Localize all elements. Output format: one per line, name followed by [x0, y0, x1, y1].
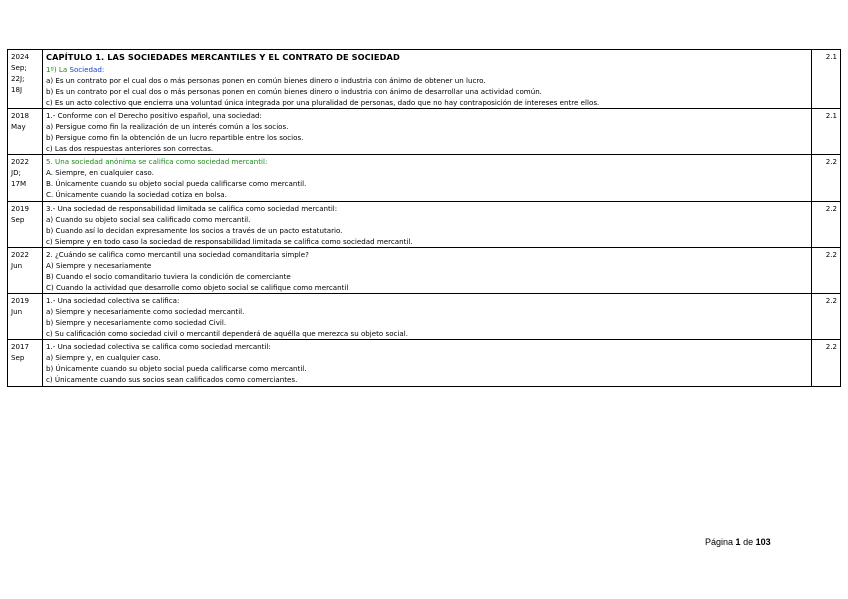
- exam-date-cell: [8, 109, 43, 155]
- page-number-footer: [705, 537, 771, 547]
- date-line: May: [11, 122, 26, 132]
- question-cell: [43, 247, 812, 293]
- exam-date-cell: [8, 201, 43, 247]
- exam-date-cell: [8, 155, 43, 201]
- question-cell: [43, 50, 812, 109]
- question-text: 1.- Conforme con el Derecho positivo español, una sociedad:: [46, 111, 262, 121]
- question-text: 1.- Una sociedad colectiva se califica como sociedad mercantil:: [46, 342, 271, 352]
- date-line: 17M: [11, 179, 27, 189]
- answer-option: B) Cuando el socio comanditario tuviera la condición de comerciante: [46, 271, 291, 281]
- exam-date-cell: [8, 294, 43, 340]
- answer-option: b) Cuando así lo decidan expresamente los socios a través de un pacto estatutario.: [46, 225, 343, 235]
- date-line: 2022: [11, 157, 30, 167]
- questions-table: [7, 49, 841, 387]
- question-text: 1.- Una sociedad colectiva se califica:: [46, 296, 180, 306]
- answer-option: b) Únicamente cuando su objeto social pueda calificarse como mercantil.: [46, 364, 307, 374]
- date-line: 18J: [11, 85, 23, 95]
- answer-option: c) Su calificación como sociedad civil o mercantil dependerá de aquélla que merezca su objeto social.: [46, 329, 408, 339]
- answer-option: a) Siempre y necesariamente como sociedad mercantil.: [46, 307, 245, 317]
- exam-date-cell: [8, 247, 43, 293]
- question-prefix: 1º) La: [46, 64, 70, 74]
- table-row: [8, 294, 841, 340]
- question-cell: [43, 201, 812, 247]
- question-cell: [43, 109, 812, 155]
- exam-date-cell: [8, 340, 43, 386]
- date-line: 2019: [11, 203, 30, 213]
- question-text: 5. Una sociedad anónima se califica como sociedad mercantil:: [46, 157, 268, 167]
- answer-option: C. Únicamente cuando la sociedad cotiza en bolsa.: [46, 190, 227, 200]
- question-text: 2. ¿Cuándo se califica como mercantil una sociedad comanditaria simple?: [46, 249, 309, 259]
- table-row: [8, 201, 841, 247]
- date-line: Sep;: [11, 63, 27, 73]
- date-line: 2018: [11, 111, 30, 121]
- question-cell: [43, 294, 812, 340]
- answer-option: c) Únicamente cuando sus socios sean calificados como comerciantes.: [46, 375, 298, 385]
- question-highlight: Sociedad:: [69, 64, 105, 74]
- table-row: [8, 247, 841, 293]
- page-separator: de: [743, 537, 754, 547]
- answer-option: A) Siempre y necesariamente: [46, 260, 152, 270]
- topic-code-cell: 2.2: [812, 340, 841, 386]
- table-row: [8, 109, 841, 155]
- answer-option: a) Persigue como fin la realización de un interés común a los socios.: [46, 122, 289, 132]
- date-line: 2019: [11, 296, 30, 306]
- topic-code-cell: 2.2: [812, 247, 841, 293]
- page-label: Página: [705, 537, 734, 547]
- table-row: [8, 155, 841, 201]
- answer-option: a) Siempre y, en cualquier caso.: [46, 353, 161, 363]
- date-line: Jun: [11, 260, 23, 270]
- question-cell: [43, 340, 812, 386]
- answer-option: c) Las dos respuestas anteriores son correctas.: [46, 144, 214, 154]
- date-line: Sep: [11, 214, 25, 224]
- answer-option: C) Cuando la actividad que desarrolle como objeto social se califique como mercantil: [46, 282, 349, 292]
- question-cell: [43, 155, 812, 201]
- date-line: 2022: [11, 249, 30, 259]
- answer-option: b) Persigue como fin la obtención de un lucro repartible entre los socios.: [46, 133, 304, 143]
- date-line: 2024: [11, 52, 30, 61]
- topic-code-cell: 2.2: [812, 155, 841, 201]
- question-text: [46, 64, 808, 75]
- table-row: [8, 50, 841, 109]
- date-line: JD;: [11, 168, 21, 178]
- date-line: 2017: [11, 342, 30, 352]
- topic-code-cell: 2.1: [812, 109, 841, 155]
- topic-code-cell: 2.2: [812, 294, 841, 340]
- exam-date-cell: [8, 50, 43, 109]
- answer-option: b) Es un contrato por el cual dos o más personas ponen en común bienes dinero o industria con ánimo de desarrollar una actividad común.: [46, 86, 542, 96]
- chapter-title: CAPÍTULO 1. LAS SOCIEDADES MERCANTILES Y EL CONTRATO DE SOCIEDAD: [46, 52, 400, 62]
- answer-option: B. Únicamente cuando su objeto social pueda calificarse como mercantil.: [46, 179, 307, 189]
- question-text: 3.- Una sociedad de responsabilidad limitada se califica como sociedad mercantil:: [46, 203, 338, 213]
- answer-option: a) Es un contrato por el cual dos o más personas ponen en común bienes dinero o industria con ánimo de obtener un lucro.: [46, 75, 486, 85]
- answer-option: A. Siempre, en cualquier caso.: [46, 168, 154, 178]
- topic-code-cell: 2.1: [812, 50, 841, 109]
- total-pages: 103: [755, 537, 771, 547]
- answer-option: c) Siempre y en todo caso la sociedad de responsabilidad limitada se califica como sociedad mercantil.: [46, 236, 413, 246]
- answer-option: c) Es un acto colectivo que encierra una voluntad única integrada por una pluralidad de personas, dado que no hay contraposición de intereses entre ellos.: [46, 97, 600, 107]
- table-row: [8, 340, 841, 386]
- date-line: Sep: [11, 353, 25, 363]
- answer-option: a) Cuando su objeto social sea calificado como mercantil.: [46, 214, 251, 224]
- date-line: Jun: [11, 307, 23, 317]
- date-line: 22J;: [11, 74, 25, 84]
- answer-option: b) Siempre y necesariamente como sociedad Civil.: [46, 318, 227, 328]
- current-page: 1: [735, 537, 741, 547]
- topic-code-cell: 2.2: [812, 201, 841, 247]
